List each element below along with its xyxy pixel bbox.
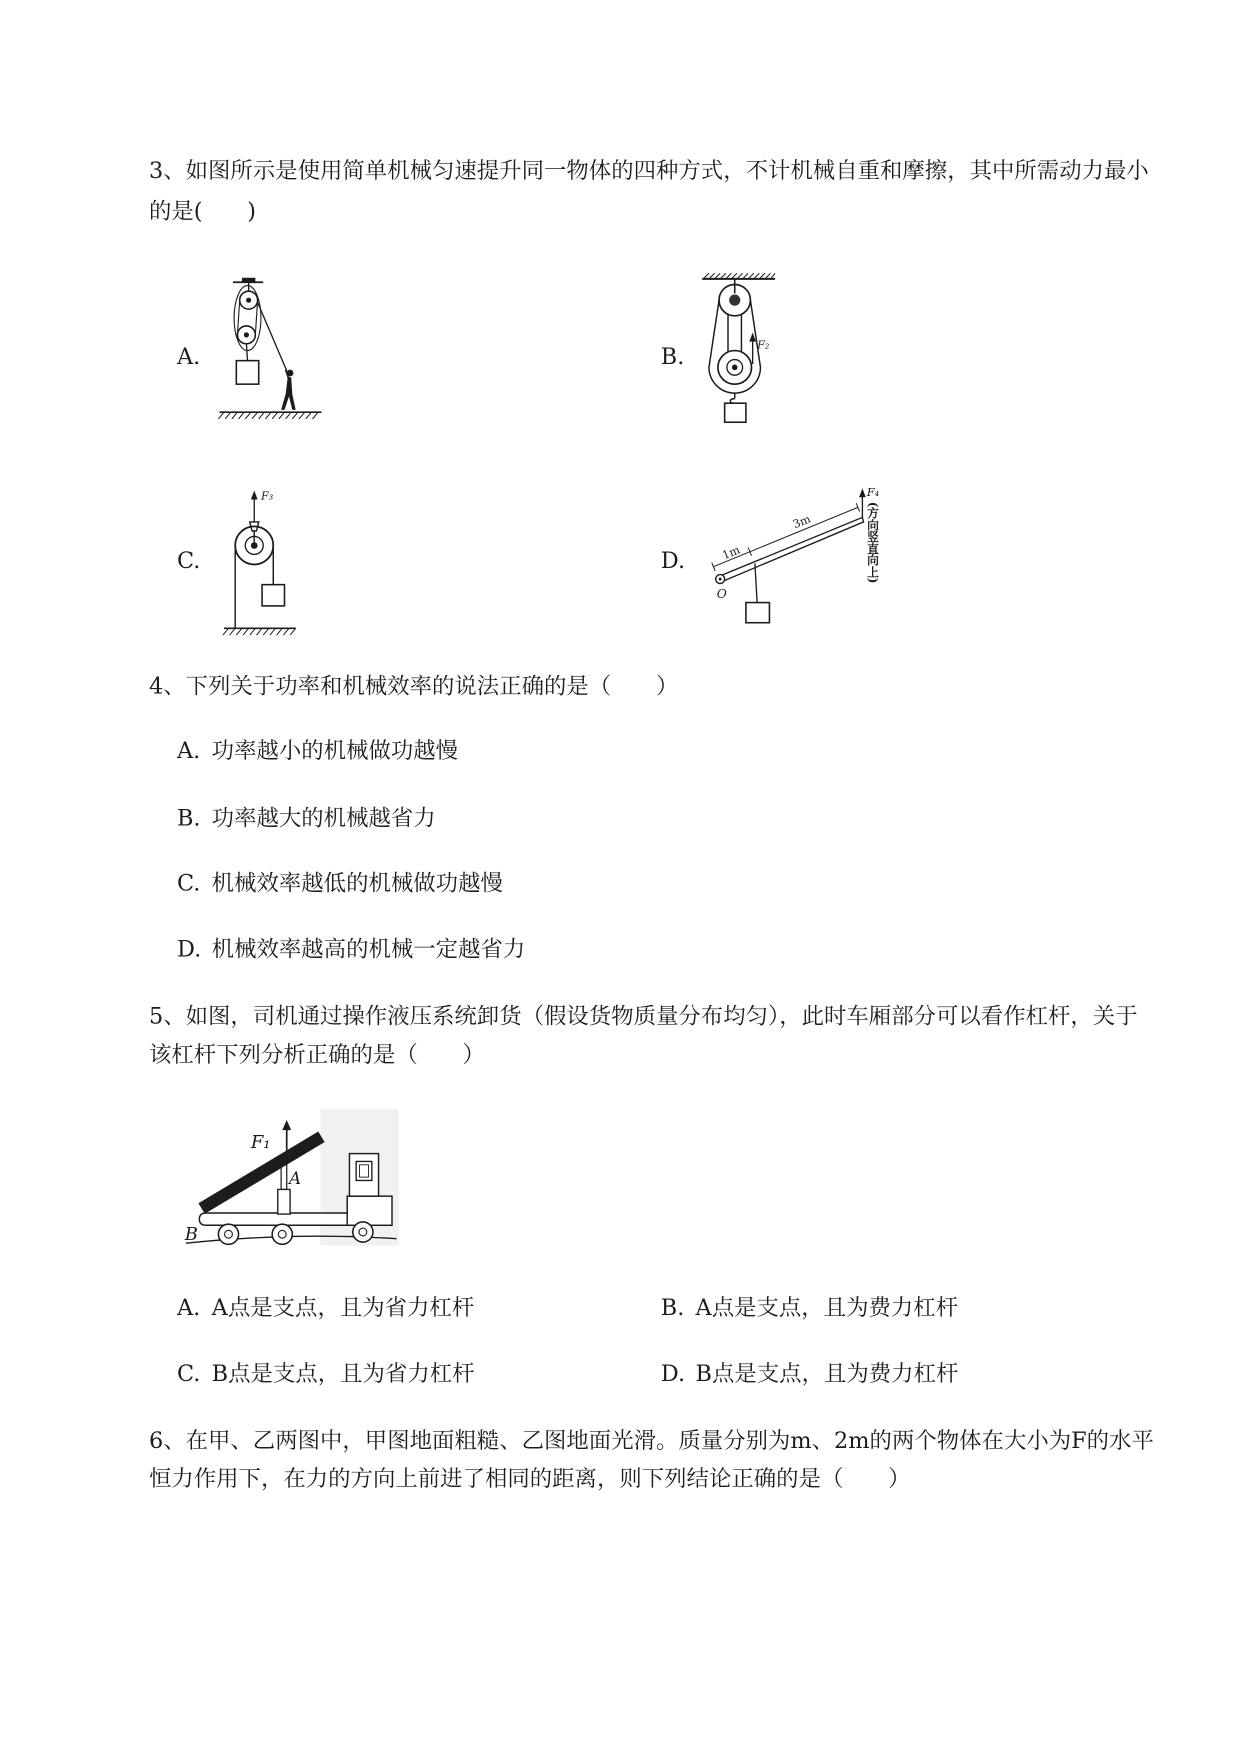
option-text: B点是支点，且为省力杠杆 <box>211 1359 475 1387</box>
point-label-b: B <box>184 1223 198 1245</box>
question-4-option-c <box>177 862 503 902</box>
lever-bar <box>718 517 864 582</box>
option-label: D. <box>176 935 202 963</box>
option-text: B点是支点，且为费力杠杆 <box>695 1359 959 1387</box>
question-5-line-1: 5、如图，司机通过操作液压系统卸货（假设货物质量分布均匀），此时车厢部分可以看作杠杆，关于 <box>148 1002 1138 1030</box>
option-label: A. <box>176 1293 201 1321</box>
option-text: 机械效率越低的机械做功越慢 <box>211 869 503 896</box>
hook <box>250 522 259 542</box>
figure-c-single-pulley <box>220 482 301 639</box>
option-label: C. <box>176 869 201 896</box>
pulley-block <box>234 286 261 351</box>
force-arrow-f3 <box>251 491 258 522</box>
ground <box>218 412 321 419</box>
question-5-option-b <box>661 1287 958 1327</box>
question-5-line-2: 该杠杆下列分析正确的是（ ） <box>148 1040 485 1068</box>
short-arm-label: 1m <box>720 543 742 563</box>
figure-b-pulley-pair <box>697 271 787 428</box>
force-label-f4: F₄ <box>866 486 880 500</box>
force-arrow-f1 <box>282 1120 291 1152</box>
person-silhouette <box>281 370 296 410</box>
ceiling-mount <box>233 278 263 291</box>
force-arrow-f4 <box>859 488 866 517</box>
option-text: A点是支点，且为费力杠杆 <box>695 1293 959 1321</box>
force-label-f3: F₃ <box>260 489 274 503</box>
option-text: 功率越大的机械越省力 <box>211 804 436 832</box>
question-4-option-a <box>177 730 458 770</box>
question-3-option-a-label: A. <box>176 342 201 370</box>
option-text: 功率越小的机械做功越慢 <box>211 736 459 764</box>
movable-pulley <box>718 351 752 385</box>
hanging-block <box>236 361 258 385</box>
dimension-line <box>712 503 860 571</box>
figure-a-pulley-block <box>215 273 325 421</box>
option-label: B. <box>176 804 201 832</box>
figure-d-lever <box>706 482 885 630</box>
question-6-line-1: 6、在甲、乙两图中，甲图地面粗糙、乙图地面光滑。质量分别为m、2m的两个物体在大小为F的水平 <box>148 1426 1154 1454</box>
option-label: D. <box>660 1359 686 1387</box>
ceiling <box>702 273 775 293</box>
question-5-option-c <box>177 1353 475 1393</box>
hook <box>730 393 734 403</box>
pivot-point <box>716 575 725 584</box>
option-label: C. <box>176 1359 201 1387</box>
truck-chassis <box>199 1213 349 1225</box>
question-5-option-a <box>177 1287 474 1327</box>
option-label: A. <box>176 736 201 764</box>
figure-dump-truck <box>181 1107 401 1248</box>
option-text: 机械效率越高的机械一定越省力 <box>211 935 526 963</box>
force-direction-note: (方向竖直向上) <box>865 501 880 584</box>
question-3-option-c-label: C. <box>176 546 201 574</box>
long-arm-label: 3m <box>791 512 813 532</box>
question-4-option-d <box>177 928 525 968</box>
option-text: A点是支点，且为省力杠杆 <box>211 1293 475 1321</box>
question-5-option-d <box>661 1353 959 1393</box>
option-label: B. <box>660 1293 685 1321</box>
question-3-line-2: 的是( ) <box>148 197 257 224</box>
hanging-rope <box>755 563 757 602</box>
question-3-option-b-label: B. <box>660 342 685 370</box>
question-3-line-1: 3、如图所示是使用简单机械匀速提升同一物体的四种方式，不计机械自重和摩擦，其中所需动力最小 <box>148 156 1149 184</box>
question-4-option-b <box>177 797 436 837</box>
question-6-line-2: 恒力作用下，在力的方向上前进了相同的距离，则下列结论正确的是（ ） <box>148 1464 911 1492</box>
force-label-f1: F₁ <box>250 1132 271 1153</box>
question-4-text: 4、下列关于功率和机械效率的说法正确的是（ ） <box>148 672 679 699</box>
hanging-block <box>725 403 746 422</box>
question-3-option-d-label: D. <box>660 546 686 574</box>
point-label-a: A <box>288 1167 302 1188</box>
ground <box>223 628 296 635</box>
hanging-block <box>746 603 770 623</box>
force-label-f2: F₂ <box>757 338 770 352</box>
pivot-label-o: O <box>716 587 727 602</box>
hanging-block <box>262 585 284 606</box>
